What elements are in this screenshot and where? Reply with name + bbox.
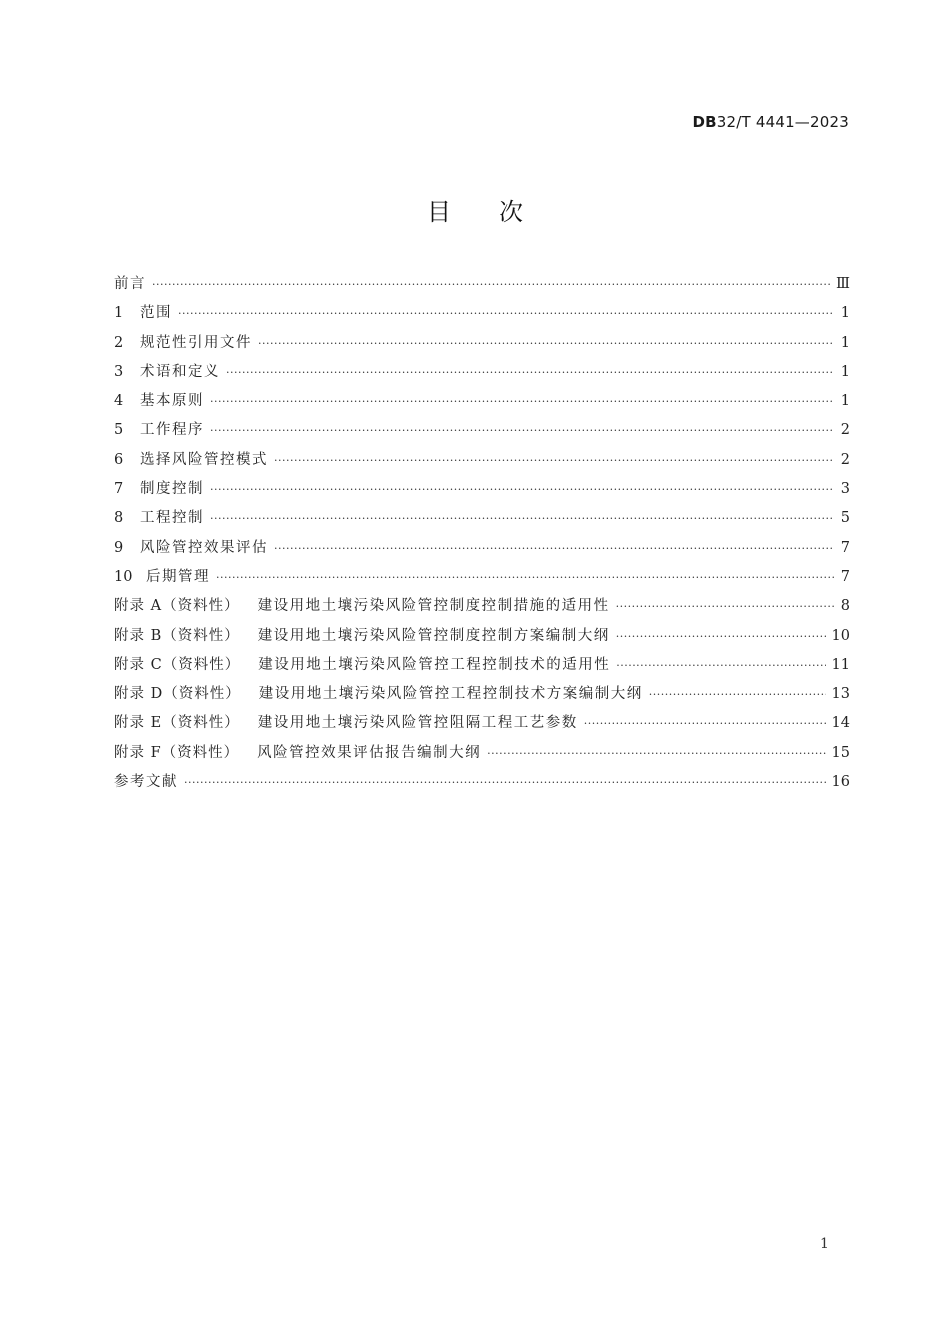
toc-entry-page: 8 xyxy=(840,598,850,615)
document-code-number: 32/T 4441—2023 xyxy=(716,113,849,131)
appendix-prefix: 附录 A（资料性） xyxy=(114,598,240,615)
toc-entry-page: 1 xyxy=(840,305,850,322)
toc-entry-references[interactable] xyxy=(114,768,850,797)
document-code xyxy=(692,113,849,131)
toc-entry-label: 制度控制 xyxy=(140,481,204,498)
toc-title: 目次 xyxy=(427,198,571,226)
toc-entry-page: 16 xyxy=(831,774,850,791)
toc-entry-label: 风险管控效果评估 xyxy=(140,539,268,556)
toc-entry-appendix-d[interactable] xyxy=(114,680,850,709)
toc-entry-page: 1 xyxy=(840,393,850,410)
toc-dot-leader xyxy=(226,358,834,387)
toc-entry-page: 15 xyxy=(831,744,850,761)
toc-dot-leader xyxy=(649,680,826,709)
appendix-prefix: 附录 B（资料性） xyxy=(114,627,240,644)
toc-entry-label: 选择风险管控模式 xyxy=(140,451,268,468)
toc-entry-page: 10 xyxy=(831,627,850,644)
toc-dot-leader xyxy=(210,475,834,504)
toc-dot-leader xyxy=(210,504,834,533)
toc-dot-leader xyxy=(258,329,834,358)
toc-entry-label: 风险管控效果评估报告编制大纲 xyxy=(257,744,482,761)
toc-entry-page: 5 xyxy=(840,510,850,527)
document-code-prefix: DB xyxy=(692,113,717,131)
toc-dot-leader xyxy=(178,299,834,328)
toc-entry-label: 建设用地土壤污染风险管控制度控制措施的适用性 xyxy=(257,598,610,615)
toc-entry-page: 13 xyxy=(831,686,850,703)
toc-entry-label: 建设用地土壤污染风险管控工程控制技术方案编制大纲 xyxy=(258,686,643,703)
toc-entry-label: 术语和定义 xyxy=(140,363,220,380)
appendix-prefix: 附录 E（资料性） xyxy=(114,715,240,732)
toc-dot-leader xyxy=(487,739,825,768)
toc-dot-leader xyxy=(616,622,826,651)
toc-entry-appendix-c[interactable] xyxy=(114,651,850,680)
toc-entry-appendix-e[interactable] xyxy=(114,709,850,738)
toc-dot-leader xyxy=(274,446,834,475)
toc-entry-page: 1 xyxy=(840,363,850,380)
toc-entry-label: 基本原则 xyxy=(140,393,204,410)
page-number: 1 xyxy=(820,1236,829,1252)
toc-entry-page: 1 xyxy=(840,334,850,351)
toc-entry-3[interactable] xyxy=(114,358,850,387)
toc-dot-leader xyxy=(210,387,834,416)
toc-entry-appendix-b[interactable] xyxy=(114,622,850,651)
toc-entry-page: 7 xyxy=(840,568,850,585)
toc-entry-number: 5 xyxy=(114,422,124,439)
toc-dot-leader xyxy=(152,270,830,299)
toc-entry-1[interactable] xyxy=(114,299,850,328)
toc-entry-page: 3 xyxy=(840,481,850,498)
toc-dot-leader xyxy=(616,592,834,621)
toc-entry-number: 3 xyxy=(114,363,124,380)
toc-entry-2[interactable] xyxy=(114,329,850,358)
toc-entry-page: 11 xyxy=(831,656,850,673)
toc-entry-appendix-f[interactable] xyxy=(114,739,850,768)
toc-dot-leader xyxy=(216,563,834,592)
toc-entry-number: 1 xyxy=(114,305,124,322)
table-of-contents xyxy=(114,270,850,797)
toc-entry-5[interactable] xyxy=(114,416,850,445)
toc-entry-label: 前言 xyxy=(114,276,146,292)
toc-entry-number: 4 xyxy=(114,393,124,410)
toc-entry-page: 2 xyxy=(840,422,850,439)
toc-entry-label: 参考文献 xyxy=(114,774,178,791)
toc-entry-8[interactable] xyxy=(114,504,850,533)
toc-entry-label: 建设用地土壤污染风险管控制度控制方案编制大纲 xyxy=(257,627,610,644)
toc-entry-label: 范围 xyxy=(140,305,172,322)
toc-entry-9[interactable] xyxy=(114,534,850,563)
toc-entry-label: 建设用地土壤污染风险管控工程控制技术的适用性 xyxy=(258,656,611,673)
toc-entry-6[interactable] xyxy=(114,446,850,475)
toc-entry-page: Ⅲ xyxy=(836,276,850,292)
toc-entry-page: 14 xyxy=(831,715,850,732)
toc-entry-number: 10 xyxy=(114,568,133,585)
toc-entry-number: 7 xyxy=(114,481,124,498)
toc-entry-page: 2 xyxy=(840,451,850,468)
toc-entry-label: 建设用地土壤污染风险管控阻隔工程工艺参数 xyxy=(257,715,578,732)
toc-entry-number: 9 xyxy=(114,539,124,556)
appendix-prefix: 附录 C（资料性） xyxy=(114,656,241,673)
toc-entry-number: 8 xyxy=(114,510,124,527)
toc-entry-label: 工作程序 xyxy=(140,422,204,439)
toc-entry-label: 规范性引用文件 xyxy=(140,334,252,351)
toc-entry-10[interactable] xyxy=(114,563,850,592)
toc-entry-label: 工程控制 xyxy=(140,510,204,527)
appendix-prefix: 附录 D（资料性） xyxy=(114,686,241,703)
toc-entry-7[interactable] xyxy=(114,475,850,504)
appendix-prefix: 附录 F（资料性） xyxy=(114,744,240,761)
toc-entry-label: 后期管理 xyxy=(146,568,210,585)
toc-dot-leader xyxy=(584,709,826,738)
toc-entry-appendix-a[interactable] xyxy=(114,592,850,621)
toc-entry-number: 6 xyxy=(114,451,124,468)
toc-dot-leader xyxy=(184,768,826,797)
toc-entry-foreword[interactable] xyxy=(114,270,850,299)
toc-entry-number: 2 xyxy=(114,334,124,351)
toc-dot-leader xyxy=(210,416,834,445)
toc-dot-leader xyxy=(616,651,825,680)
toc-dot-leader xyxy=(274,534,834,563)
toc-entry-4[interactable] xyxy=(114,387,850,416)
toc-entry-page: 7 xyxy=(840,539,850,556)
